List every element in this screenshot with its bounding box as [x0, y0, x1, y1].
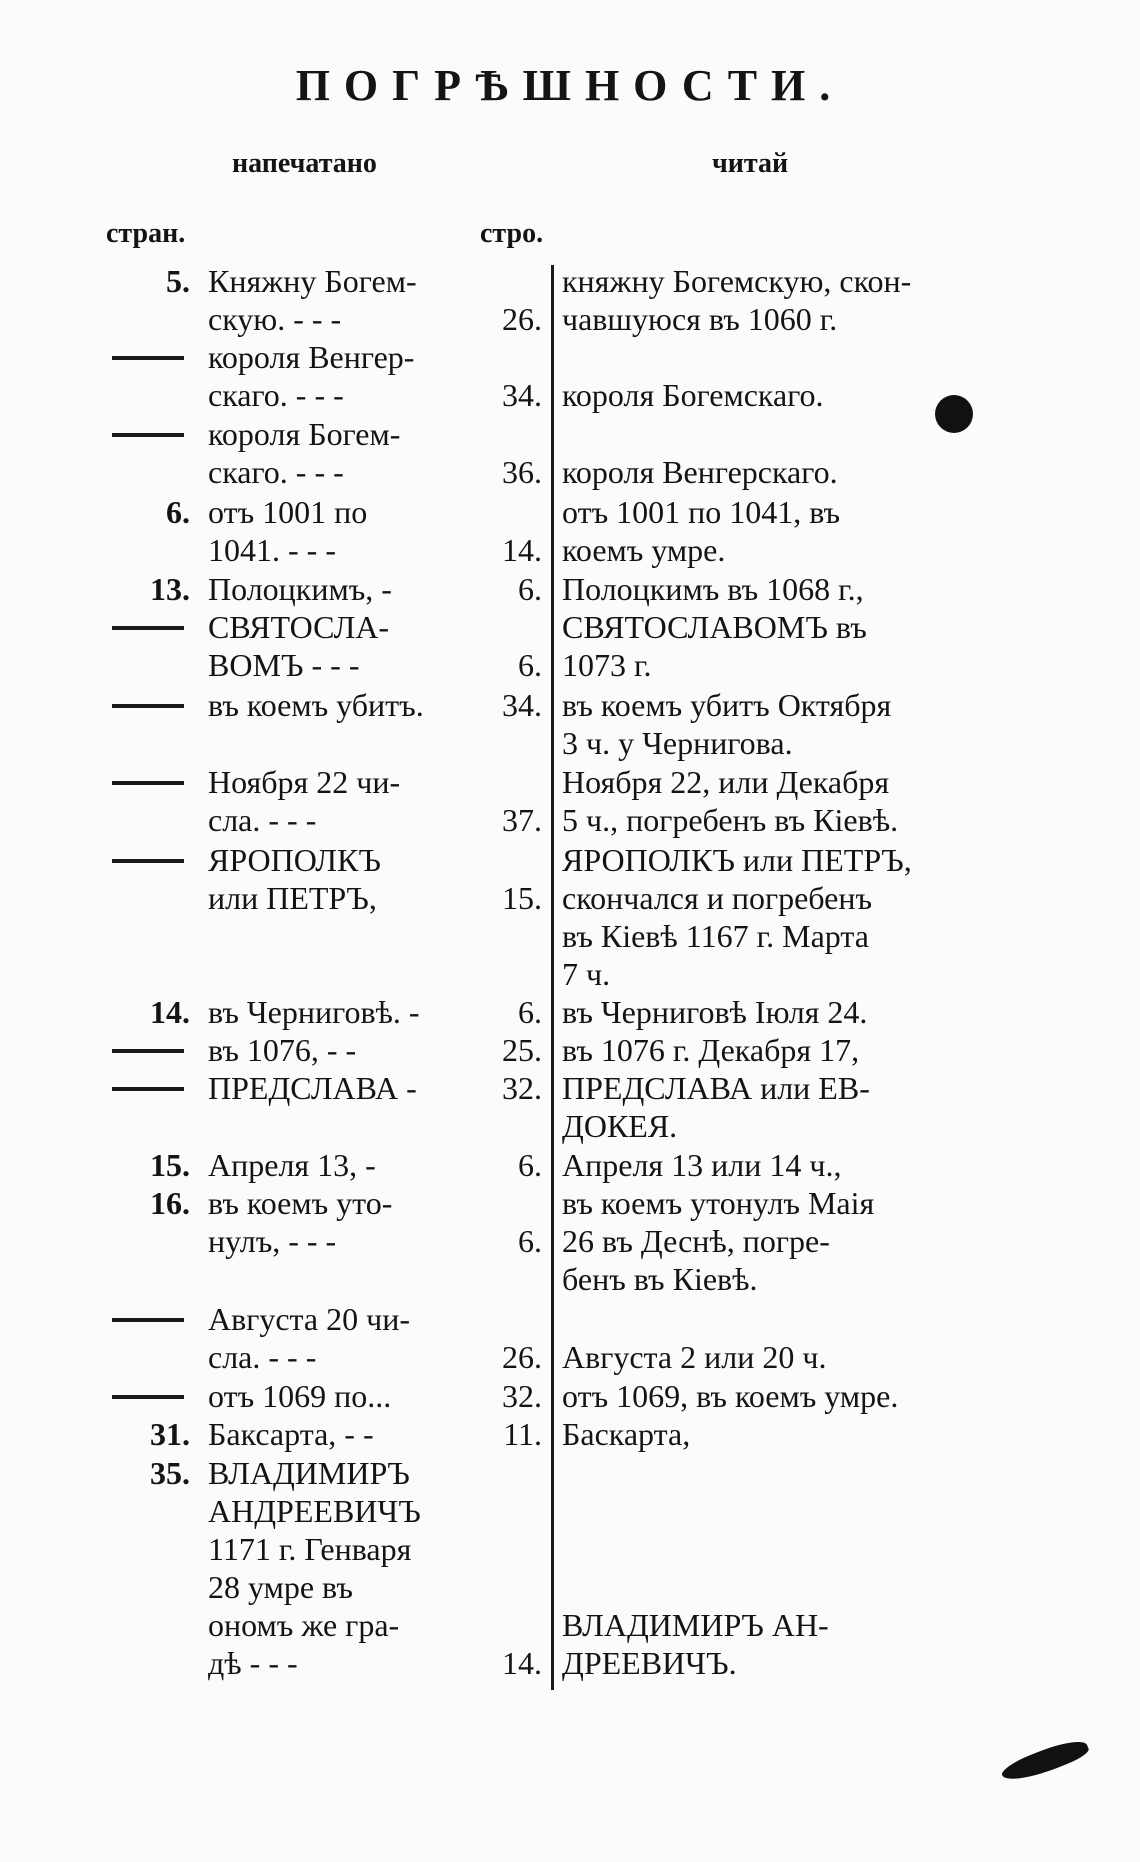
corrected-text: отъ 1001 по 1041, въ коемъ умре.	[562, 494, 841, 568]
line-number: 36.	[502, 454, 542, 490]
printed-text: Ноября 22 чи- сла. - - -	[208, 764, 401, 838]
corrected-text: въ Черниговѣ Іюля 24.	[562, 994, 868, 1030]
header-printed: напечатано	[232, 148, 377, 179]
corrected-text: короля Богемскаго.	[562, 377, 824, 413]
ditto-dash	[112, 1049, 184, 1053]
line-number: 6.	[518, 994, 542, 1030]
line-number: 34.	[502, 687, 542, 723]
line-number: 6.	[518, 571, 542, 607]
ink-blot	[935, 395, 973, 433]
corrected-text: отъ 1069, въ коемъ умре.	[562, 1378, 899, 1414]
line-number: 15.	[502, 880, 542, 916]
column-divider	[551, 265, 554, 1690]
page-number: 6.	[166, 494, 190, 530]
printed-text: ЯРОПОЛКЪ или ПЕТРЪ,	[208, 842, 381, 916]
corrected-text: въ коемъ убитъ Октября 3 ч. у Чернигова.	[562, 687, 892, 761]
printed-text: СВЯТОСЛА- ВОМЪ - - -	[208, 609, 390, 683]
ditto-dash	[112, 704, 184, 708]
ditto-dash	[112, 859, 184, 863]
ditto-dash	[112, 1087, 184, 1091]
line-number: 25.	[502, 1032, 542, 1068]
printed-text: Апреля 13, -	[208, 1147, 376, 1183]
printed-text: Баксарта, - -	[208, 1416, 374, 1452]
ditto-dash	[112, 356, 184, 360]
line-number: 14.	[502, 532, 542, 568]
printed-text: въ 1076, - -	[208, 1032, 357, 1068]
line-number: 37.	[502, 802, 542, 838]
corrected-text: въ коемъ утонулъ Маія 26 въ Деснѣ, погре- бенъ въ Кіевѣ.	[562, 1185, 875, 1297]
page-number: 5.	[166, 263, 190, 299]
printed-text: отъ 1001 по 1041. - - -	[208, 494, 368, 568]
corrected-text: Баскарта,	[562, 1416, 691, 1452]
corrected-text: Полоцкимъ въ 1068 г.,	[562, 571, 864, 607]
corrected-text: Августа 2 или 20 ч.	[562, 1339, 827, 1375]
corrected-text: ПРЕДСЛАВА или ЕВ- ДОКЕЯ.	[562, 1070, 870, 1144]
ditto-dash	[112, 1318, 184, 1322]
ditto-dash	[112, 626, 184, 630]
corrected-text: Ноября 22, или Декабря 5 ч., погребенъ въ Кіевѣ.	[562, 764, 899, 838]
printed-text: въ Черниговѣ. -	[208, 994, 420, 1030]
line-number: 32.	[502, 1378, 542, 1414]
ink-smudge	[999, 1734, 1091, 1788]
printed-text: отъ 1069 по...	[208, 1378, 392, 1414]
line-number: 26.	[502, 1339, 542, 1375]
corrected-text: ВЛАДИМИРЪ АН- ДРЕЕВИЧЪ.	[562, 1607, 829, 1681]
line-number: 6.	[518, 1223, 542, 1259]
line-number: 11.	[503, 1416, 542, 1452]
ditto-dash	[112, 433, 184, 437]
line-number: 14.	[502, 1645, 542, 1681]
printed-text: ПРЕДСЛАВА -	[208, 1070, 417, 1106]
header-line: стро.	[480, 218, 544, 249]
printed-text: въ коемъ уто- нулъ, - - -	[208, 1185, 393, 1259]
line-number: 32.	[502, 1070, 542, 1106]
corrected-text: Апреля 13 или 14 ч.,	[562, 1147, 842, 1183]
line-number: 6.	[518, 1147, 542, 1183]
page-number: 15.	[150, 1147, 190, 1183]
page-title: ПОГРѢШНОСТИ.	[295, 61, 845, 110]
page-number: 35.	[150, 1455, 190, 1491]
printed-text: Княжну Богем- скую. - - -	[208, 263, 417, 337]
page-number: 13.	[150, 571, 190, 607]
ditto-dash	[112, 1395, 184, 1399]
page-number: 31.	[150, 1416, 190, 1452]
line-number: 26.	[502, 301, 542, 337]
printed-text: короля Венгер- скаго. - - -	[208, 339, 415, 413]
header-read: читай	[712, 148, 789, 179]
ditto-dash	[112, 781, 184, 785]
printed-text: Августа 20 чи- сла. - - -	[208, 1301, 410, 1375]
page-number: 14.	[150, 994, 190, 1030]
header-page: стран.	[106, 218, 186, 249]
corrected-text: въ 1076 г. Декабря 17,	[562, 1032, 860, 1068]
corrected-text: княжну Богемскую, скон- чавшуюся въ 1060 г.	[562, 263, 912, 337]
page-number: 16.	[150, 1185, 190, 1221]
corrected-text: ЯРОПОЛКЪ или ПЕТРЪ, скончался и погребенъ въ Кіевѣ 1167 г. Марта 7 ч.	[562, 842, 912, 992]
printed-text: въ коемъ убитъ.	[208, 687, 424, 723]
line-number: 34.	[502, 377, 542, 413]
corrected-text: короля Венгерскаго.	[562, 454, 838, 490]
printed-text: ВЛАДИМИРЪ АНДРЕЕВИЧЪ 1171 г. Генваря 28 умре въ ономъ же гра- дѣ - - -	[208, 1455, 421, 1681]
line-number: 6.	[518, 647, 542, 683]
printed-text: Полоцкимъ, -	[208, 571, 392, 607]
printed-text: короля Богем- скаго. - - -	[208, 416, 401, 490]
corrected-text: СВЯТОСЛАВОМЪ въ 1073 г.	[562, 609, 867, 683]
